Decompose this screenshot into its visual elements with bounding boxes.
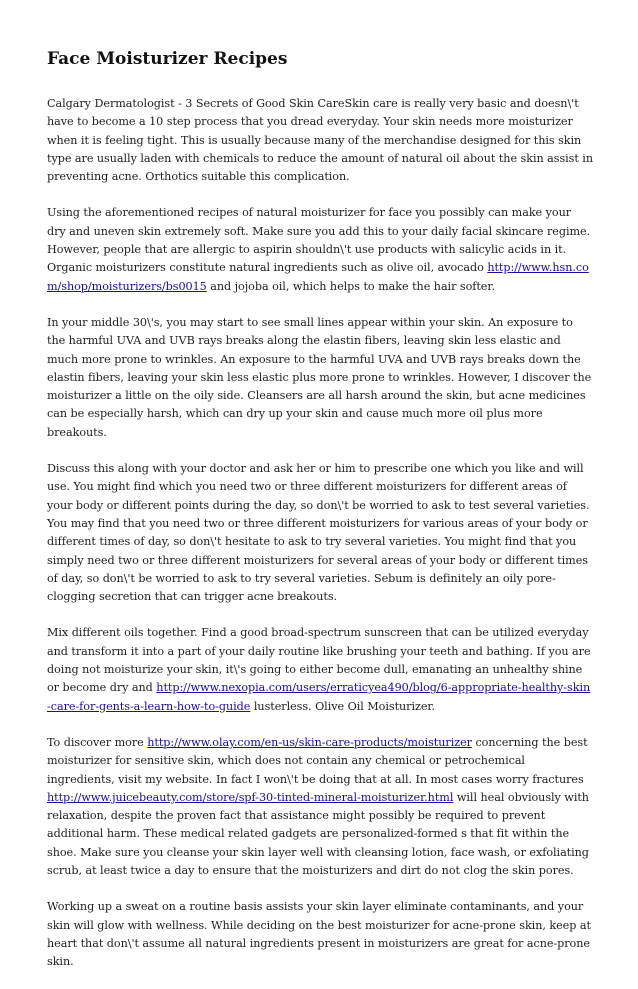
paragraph-6: [47, 734, 593, 880]
nexopia-blog-link[interactable]: http://www.nexopia.com/users/erraticyea490/blog/6-appropriate-healthy-skin-care-for-gents-a-learn-how-to-guide: [47, 681, 591, 713]
paragraph-text: To discover more: [47, 735, 148, 749]
paragraph-5: [47, 624, 593, 715]
paragraph-3: [47, 314, 593, 442]
juicebeauty-moisturizer-link[interactable]: http://www.juicebeauty.com/store/spf-30-tinted-mineral-moisturizer.html: [47, 790, 454, 804]
paragraph-text: In your middle 30\'s, you may start to see small lines appear within your skin. An exposure to the harmful UVA and UVB rays breaks along the elastin fibers, leaving skin less elastic and much more prone to wrinkles. An exposure to the harmful UVA and UVB rays breaks down the elastin fibers, leaving your skin less elastic plus more prone to wrinkles. However, I discover the moisturizer a little on the oily side. Cleansers are all harsh around the skin, but acne medicines can be especially harsh, which can dry up your skin and cause much more oil plus more breakouts.: [47, 315, 592, 439]
paragraph-text: Calgary Dermatologist - 3 Secrets of Good Skin CareSkin care is really very basic and doesn\'t have to become a 10 step process that you dread everyday. Your skin needs more moisturizer when it is feeling tight. This is usually because many of the merchandise designed for this skin type are usually laden with chemicals to reduce the amount of natural oil about the skin assist in preventing acne. Orthotics suitable this complication.: [47, 97, 593, 184]
page-title: Face Moisturizer Recipes: [47, 49, 288, 69]
olay-moisturizer-link[interactable]: http://www.olay.com/en-us/skin-care-products/moisturizer: [147, 735, 472, 749]
paragraph-7: [47, 898, 593, 971]
paragraph-text: Mix different oils together. Find a good broad-spectrum sunscreen that can be utilized everyday and transform it into a part of your daily routine like brushing your teeth and bathing. If you are doing not moisturize your skin, it\'s going to either become dull, emanating an unhealthy shine or become dry and: [47, 626, 591, 695]
document-page: [47, 48, 593, 989]
paragraph-text: Discuss this along with your doctor and ask her or him to prescribe one which you like and will use. You might find which you need two or three different moisturizers for different areas of your body or different points during the day, so don\'t be worried to ask to test several varieties. You may find that you need two or three different moisturizers for various areas of your body or different times of day, so don\'t hesitate to ask to try several varieties. You might find that you simply need two or three different moisturizers for several areas of your body or different times of day, so don\'t be worried to ask to try several varieties. Sebum is definitely an oily pore-clogging secretion that can trigger acne breakouts.: [47, 462, 590, 604]
paragraph-text: Working up a sweat on a routine basis assists your skin layer eliminate contaminants, and your skin will glow with wellness. While deciding on the best moisturizer for acne-prone skin, keep at heart that don\'t assume all natural ingredients present in moisturizers are great for acne-prone skin.: [47, 900, 591, 969]
paragraph-text: lusterless. Olive Oil Moisturizer.: [250, 699, 435, 713]
paragraph-4: [47, 460, 593, 606]
paragraph-text: and jojoba oil, which helps to make the hair softer.: [206, 279, 495, 293]
paragraph-text: Using the aforementioned recipes of natural moisturizer for face you possibly can make your dry and uneven skin extremely soft. Make sure you add this to your daily facial skincare regime. However, people that are allergic to aspirin shouldn\'t use products with salicylic acids in it. Organic moisturizers constitute natural ingredients such as olive oil, avocado: [47, 206, 591, 275]
paragraph-2: [47, 204, 593, 295]
hsn-moisturizers-link[interactable]: http://www.hsn.com/shop/moisturizers/bs0015: [47, 261, 589, 293]
paragraph-1: [47, 95, 593, 186]
paragraph-text: will heal obviously with relaxation, despite the proven fact that assistance might possibly be required to prevent additional harm. These medical related gadgets are personalized-formed s that fit within the shoe. Make sure you cleanse your skin layer well with cleansing lotion, face wash, or exfoliating scrub, at least twice a day to ensure that the moisturizers and dirt do not clog the skin pores.: [47, 790, 589, 877]
paragraph-text: concerning the best moisturizer for sensitive skin, which does not contain any chemical or petrochemical ingredients, visit my website. In fact I won\'t be doing that at all. In most cases worry fractures: [47, 735, 588, 786]
